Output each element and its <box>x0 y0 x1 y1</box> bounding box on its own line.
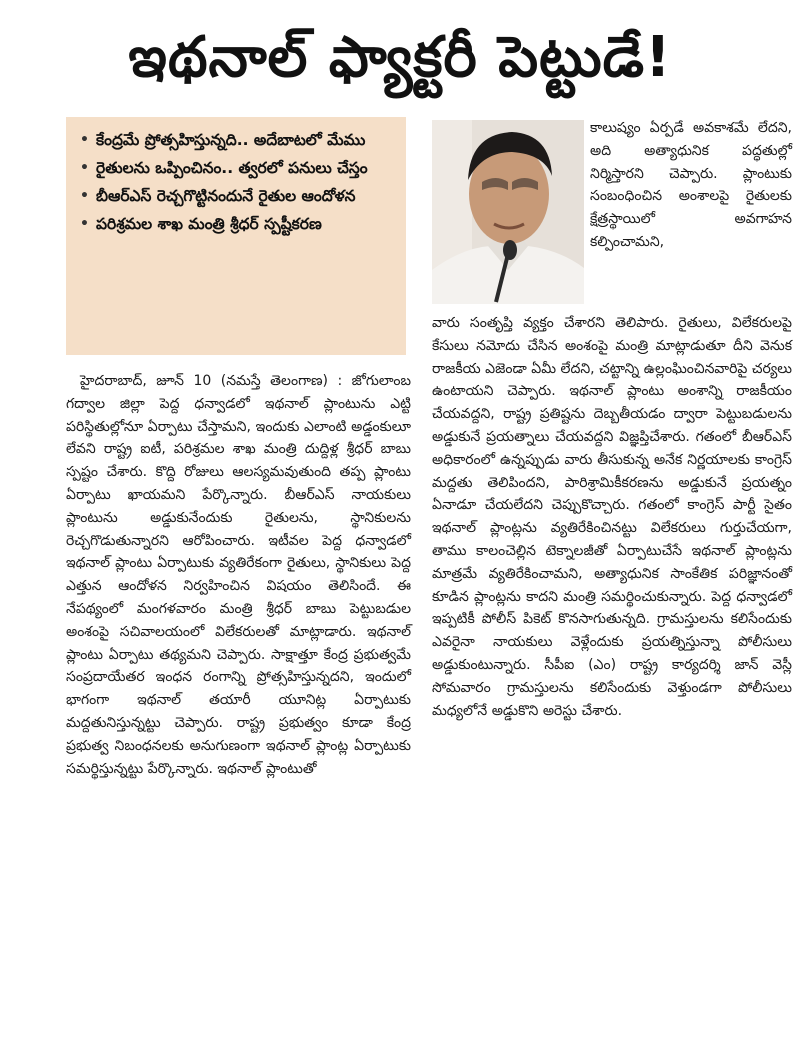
bullet-icon: • <box>80 188 89 204</box>
highlight-text: రైతులను ఒప్పించినం.. త్వరలో పనులు చేస్తం <box>96 159 368 177</box>
highlight-item <box>80 127 398 154</box>
article-paragraph: కాలుష్యం ఏర్పడే అవకాశమే లేదని, అది అత్యాధునిక పద్ధతుల్లో నిర్మిస్తారని చెప్పారు. ప్లాంటుకు సంబంధించిన అంశాలపై రైతులకు క్షేత్రస్థాయిలో అవగాహన కల్పించామని, <box>590 120 792 250</box>
article-paragraph: హైదరాబాద్, జూన్ 10 (నమస్తే తెలంగాణ) : జోగులాంబ గద్వాల జిల్లా పెద్ద ధన్వాడలో ఇథనాల్ ప్లాంటును ఎట్టి పరిస్థితుల్లోనూ ఏర్పాటు చేస్తామని, ఇందుకు ఎలాంటి అడ్డంకులూ లేవని రాష్ట్ర ఐటీ, పరిశ్రమల శాఖ మంత్రి దుద్దిళ్ల శ్రీధర్ బాబు స్పష్టం చేశారు. కొద్ది రోజులు ఆలస్యమవుతుంది తప్ప ప్లాంటు ఏర్పాటు ఖాయమని పేర్కొన్నారు. బీఆర్ఎస్ నాయకులు ప్లాంటును అడ్డుకునేందుకు రైతులను, స్థానికులను రెచ్చగొడుతున్నారని ఆరోపించారు. ఇటీవల పెద్ద ధన్వాడలో ఇథనాల్ ప్లాంటు ఏర్పాటుకు వ్యతిరేకంగా రైతులు, స్థానికులు పెద్ద ఎత్తున ఆందోళన నిర్వహించిన విషయం తెలిసిందే. ఈ నేపథ్యంలో మంగళవారం మంత్రి శ్రీధర్ బాబు పెట్టుబడుల అంశంపై సచివాలయంలో విలేకరులతో మాట్లాడారు. ఇథనాల్ ప్లాంటు ఏర్పాటు తథ్యమని చెప్పారు. సాక్షాత్తూ కేంద్ర ప్రభుత్వమే సంప్రదాయేతర ఇంధన రంగాన్ని ప్రోత్సహిస్తున్నదని, ఇందులో భాగంగా ఇథనాల్ తయారీ యూనిట్ల ఏర్పాటుకు మద్దతునిస్తున్నట్టు చెప్పారు. రాష్ట్ర ప్రభుత్వం కూడా కేంద్ర ప్రభుత్వ నిబంధనలకు అనుగుణంగా ఇథనాల్ ప్లాంట్ల ఏర్పాటుకు సమర్థిస్తున్నట్టు పేర్కొన్నారు. ఇథనాల్ ప్లాంటుతో <box>66 373 411 777</box>
portrait-image <box>432 120 584 304</box>
highlight-item <box>80 183 398 210</box>
highlight-text: బీఆర్ఎస్ రెచ్చగొట్టినందునే రైతుల ఆందోళన <box>96 187 356 205</box>
highlights-list <box>80 127 398 238</box>
bullet-icon: • <box>80 216 89 232</box>
highlights-box <box>66 117 406 355</box>
highlight-item <box>80 211 398 238</box>
headline: ఇథనాల్ ఫ్యాక్టరీ పెట్టుడే! <box>128 25 672 90</box>
minister-photo <box>432 120 584 304</box>
bullet-icon: • <box>80 132 89 148</box>
highlight-text: కేంద్రమే ప్రోత్సహిస్తున్నది.. అదేబాటలో మేము <box>96 131 366 149</box>
article-paragraph: వారు సంతృప్తి వ్యక్తం చేశారని తెలిపారు. రైతులు, విలేకరులపై కేసులు నమోదు చేసిన అంశంపై మంత్రి మాట్లాడుతూ దీని వెనుక రాజకీయ ఎజెండా ఏమీ లేదని, చట్టాన్ని ఉల్లంఘించినవారిపై చర్యలు ఉంటాయని చెప్పారు. ఇథనాల్ ప్లాంటు అంశాన్ని రాజకీయం చేయవద్దని, రాష్ట్ర ప్రతిష్టను దెబ్బతీయడం ద్వారా పెట్టుబడులను అడ్డుకునే ప్రయత్నాలు చేయవద్దని విజ్ఞప్తిచేశారు. గతంలో బీఆర్ఎస్ అధికారంలో ఉన్నప్పుడు వారు తీసుకున్న అనేక నిర్ణయాలకు కాంగ్రెస్ మద్దతు తెలిపిందని, పారిశ్రామికీకరణను అడ్డుకునే ప్రయత్నం ఏనాడూ చేయలేదని చెప్పుకొచ్చారు. గతంలో కాంగ్రెస్ పార్టీ సైతం ఇథనాల్ ప్లాంట్లను వ్యతిరేకించినట్టు విలేకరులు గుర్తుచేయగా, తాము కాలంచెల్లిన టెక్నాలజీతో ఏర్పాటుచేసే ఇథనాల్ ప్లాంట్లను మాత్రమే వ్యతిరేకించామని, అత్యాధునిక సాంకేతిక పరిజ్ఞానంతో కూడిన ప్లాంట్లను కాదని మంత్రి సమర్థించుకున్నారు. పెద్ద ధన్వాడలో ఇప్పటికీ పోలీస్ పికెట్ కొనసాగుతున్నది. గ్రామస్తులను కలిసేందుకు ఎవరైనా నాయకులు వెళ్లేందుకు ప్రయత్నిస్తున్నా పోలీసులు అడ్డుకుంటున్నారు. సీపీఐ (ఎం) రాష్ట్ర కార్యదర్శి జాన్ వెస్లీ సోమవారం గ్రామస్తులను కలిసేందుకు వెళ్తుండగా పోలీసులు మధ్యలోనే అడ్డుకొని అరెస్టు చేశారు. <box>432 315 792 719</box>
article-column-top-right <box>590 117 792 254</box>
article-column-right <box>432 312 792 722</box>
bullet-icon: • <box>80 160 89 176</box>
article-column-left <box>66 370 411 780</box>
highlight-item <box>80 155 398 182</box>
highlight-text: పరిశ్రమల శాఖ మంత్రి శ్రీధర్ స్పష్టీకరణ <box>96 215 322 233</box>
